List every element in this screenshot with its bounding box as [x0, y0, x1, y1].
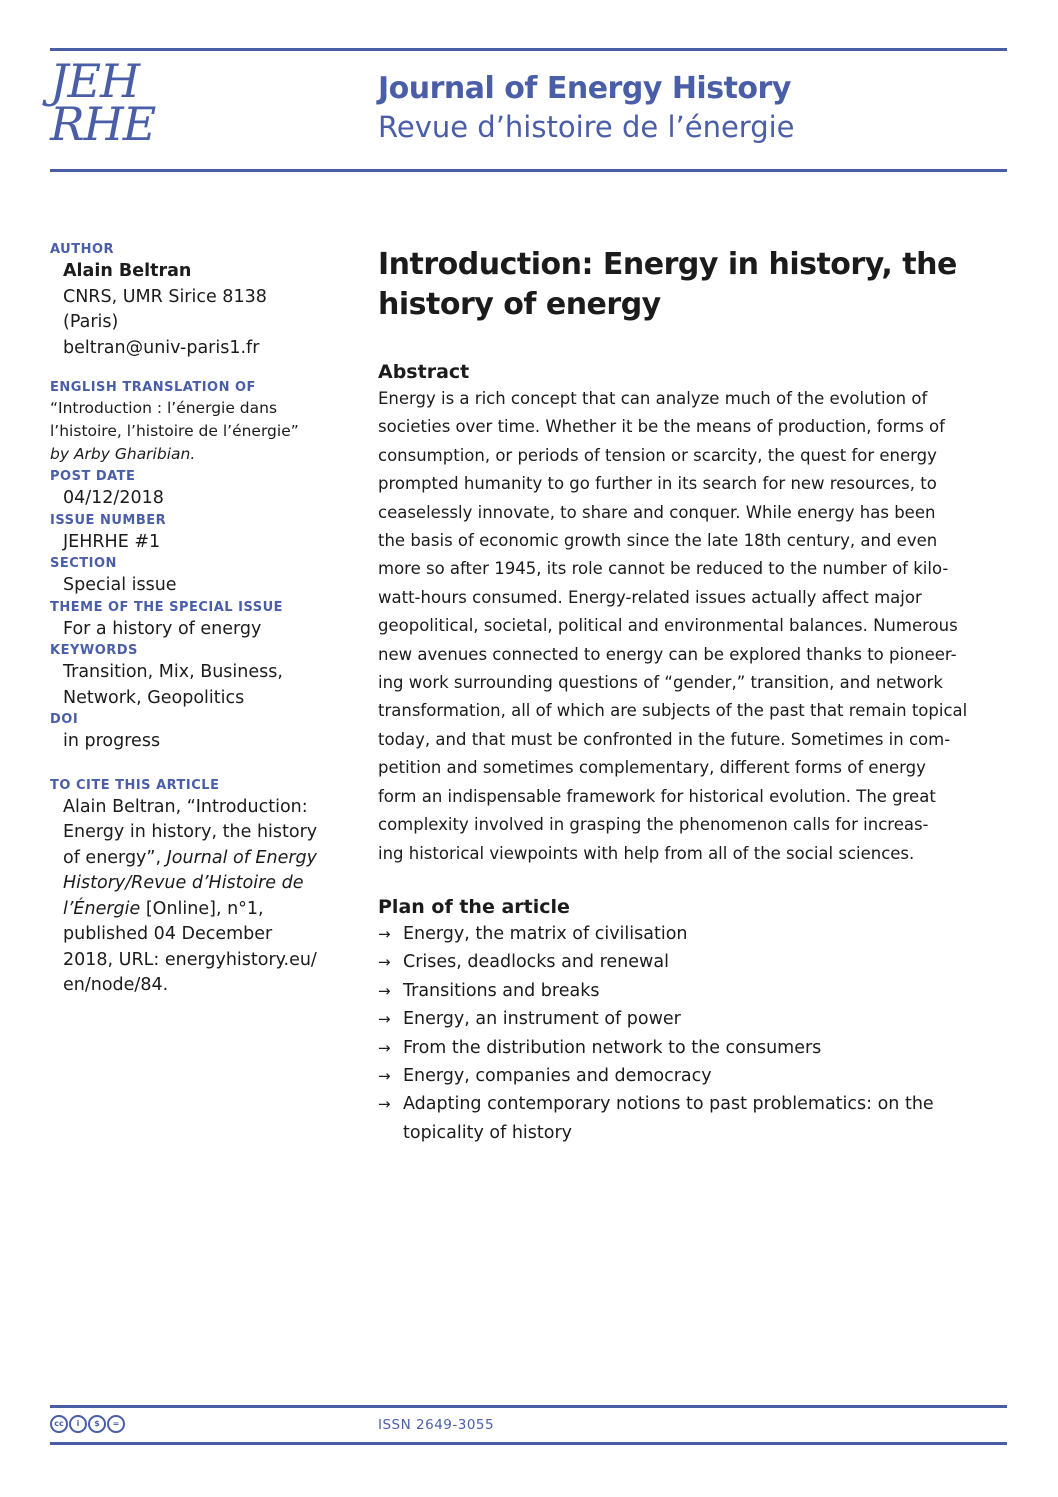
- abstract-line: more so after 1945, its role cannot be reduced to the number of kilo-: [378, 559, 949, 579]
- author-label: AUTHOR: [50, 242, 115, 257]
- header-rule: [50, 169, 1007, 172]
- arrow-right-icon: →: [378, 1010, 391, 1029]
- cite-label: TO CITE THIS ARTICLE: [50, 777, 220, 793]
- arrow-right-icon: →: [378, 924, 391, 943]
- post-date-label: POST DATE: [50, 469, 136, 484]
- article-title: [378, 245, 1008, 325]
- citation-text: [Online], n°1,: [140, 898, 264, 919]
- plan-item-text: Adapting contemporary notions to past problematics: on the: [403, 1094, 934, 1115]
- abstract-line: complexity involved in grasping the phenomenon calls for increas-: [378, 815, 929, 835]
- author-name: Alain Beltran: [63, 261, 192, 281]
- logo-line-1: JEH: [50, 54, 140, 108]
- article-metadata-sidebar: [50, 241, 335, 999]
- plan-item-text: Energy, an instrument of power: [403, 1009, 681, 1030]
- abstract-line: watt-hours consumed. Energy-related issues actually affect major: [378, 587, 922, 607]
- by-icon: i: [69, 1415, 87, 1433]
- abstract-line: ing historical viewpoints with help from all of the social sciences.: [378, 843, 915, 863]
- journal-logo: [50, 54, 156, 151]
- arrow-right-icon: →: [378, 1066, 391, 1085]
- translation-source-line-2: l’histoire, l’histoire de l’énergie”: [50, 422, 299, 440]
- journal-title-en: Journal of Energy History: [378, 71, 791, 106]
- section-label: SECTION: [50, 556, 117, 571]
- keywords-label: KEYWORDS: [50, 643, 138, 658]
- plan-item: [378, 948, 1008, 976]
- abstract-line: transformation, all of which are subjects of the past that remain topical: [378, 701, 968, 721]
- arrow-right-icon: →: [378, 981, 391, 1000]
- issue-number: JEHRHE #1: [63, 531, 161, 552]
- translator: by Arby Gharibian.: [50, 445, 196, 463]
- abstract-line: ing work surrounding questions of “gender,” transition, and network: [378, 673, 943, 693]
- article-main: [378, 245, 1008, 1147]
- plan-item: [378, 1062, 1008, 1090]
- citation-line: en/node/84.: [63, 975, 169, 995]
- abstract-line: ceaselessly innovate, to share and conquer. While energy has been: [378, 502, 936, 522]
- abstract-line: societies over time. Whether it be the means of production, forms of: [378, 417, 945, 437]
- plan-item: [378, 920, 1008, 948]
- plan-item: [378, 977, 1008, 1005]
- citation-journal-italic: History/Revue d’Histoire de: [63, 873, 304, 893]
- plan-item: [378, 1119, 1008, 1147]
- doi-value: in progress: [63, 731, 161, 751]
- journal-title-fr: Revue d’histoire de l’énergie: [378, 110, 795, 144]
- plan-item-text: Crises, deadlocks and renewal: [403, 952, 669, 973]
- plan-list: [378, 920, 1008, 1147]
- nc-icon: $: [88, 1415, 106, 1433]
- logo-line-2: RHE: [50, 97, 156, 151]
- keywords-line-1: Transition, Mix, Business,: [63, 662, 283, 682]
- plan-item-text: Energy, the matrix of civilisation: [403, 923, 688, 944]
- footer-rule-top: [50, 1405, 1007, 1408]
- abstract-line: prompted humanity to go further in its search for new resources, to: [378, 474, 937, 494]
- citation-text: of energy”,: [63, 847, 167, 868]
- abstract-line: the basis of economic growth since the late 18th century, and even: [378, 531, 938, 551]
- abstract-line: Energy is a rich concept that can analyze much of the evolution of: [378, 389, 928, 408]
- translation-source-line-1: “Introduction : l’énergie dans: [50, 399, 278, 417]
- abstract-line: petition and sometimes complementary, different forms of energy: [378, 758, 926, 778]
- citation: [50, 795, 335, 999]
- issn: ISSN 2649-3055: [378, 1417, 495, 1433]
- plan-item-text: topicality of history: [403, 1122, 573, 1143]
- top-rule: [50, 48, 1007, 51]
- plan-item-text: From the distribution network to the consumers: [403, 1037, 822, 1058]
- keywords-line-2: Network, Geopolitics: [63, 687, 245, 708]
- plan-item-text: Energy, companies and democracy: [403, 1065, 712, 1086]
- theme-label: THEME OF THE SPECIAL ISSUE: [50, 599, 284, 615]
- abstract-line: today, and that must be confronted in the future. Sometimes in com-: [378, 729, 951, 749]
- author-affiliation: CNRS, UMR Sirice 8138: [63, 286, 267, 307]
- creative-commons-badge: [50, 1415, 125, 1433]
- nd-icon: =: [107, 1415, 125, 1433]
- abstract-line: consumption, or periods of tension or scarcity, the quest for energy: [378, 445, 937, 465]
- plan-item-text: Transitions and breaks: [403, 980, 600, 1001]
- arrow-right-icon: →: [378, 1038, 391, 1057]
- citation-journal-italic: l’Énergie: [63, 898, 141, 919]
- footer-rule-bottom: [50, 1442, 1007, 1445]
- translation-label: ENGLISH TRANSLATION OF: [50, 380, 256, 395]
- plan-item: [378, 1090, 1008, 1118]
- author-affiliation-city: (Paris): [63, 312, 119, 332]
- citation-journal-italic: Journal of Energy: [166, 847, 318, 868]
- abstract-heading: Abstract: [378, 361, 470, 383]
- theme-value: For a history of energy: [63, 618, 262, 639]
- citation-line: 2018, URL: energyhistory.eu/: [63, 949, 317, 970]
- citation-line: Alain Beltran, “Introduction:: [63, 796, 308, 817]
- post-date: 04/12/2018: [63, 488, 164, 508]
- abstract-line: geopolitical, societal, political and environmental balances. Numerous: [378, 616, 958, 636]
- citation-line: published 04 December: [63, 924, 273, 944]
- cc-icon: cc: [50, 1415, 68, 1433]
- citation-line: Energy in history, the history: [63, 822, 318, 842]
- doi-label: DOI: [50, 712, 79, 727]
- plan-heading: Plan of the article: [378, 895, 570, 918]
- plan-item: [378, 1005, 1008, 1033]
- arrow-right-icon: →: [378, 1095, 391, 1114]
- journal-title-block: [378, 70, 795, 146]
- author-email: beltran@univ-paris1.fr: [63, 337, 260, 358]
- abstract-line: form an indispensable framework for historical evolution. The great: [378, 786, 936, 806]
- article-title-line-1: Introduction: Energy in history, the: [378, 247, 957, 282]
- abstract-body: [378, 385, 1008, 868]
- article-title-line-2: history of energy: [378, 287, 661, 322]
- section-value: Special issue: [63, 575, 177, 595]
- arrow-right-icon: →: [378, 953, 391, 972]
- issue-number-label: ISSUE NUMBER: [50, 512, 167, 528]
- plan-item: [378, 1034, 1008, 1062]
- abstract-line: new avenues connected to energy can be explored thanks to pioneer-: [378, 644, 957, 664]
